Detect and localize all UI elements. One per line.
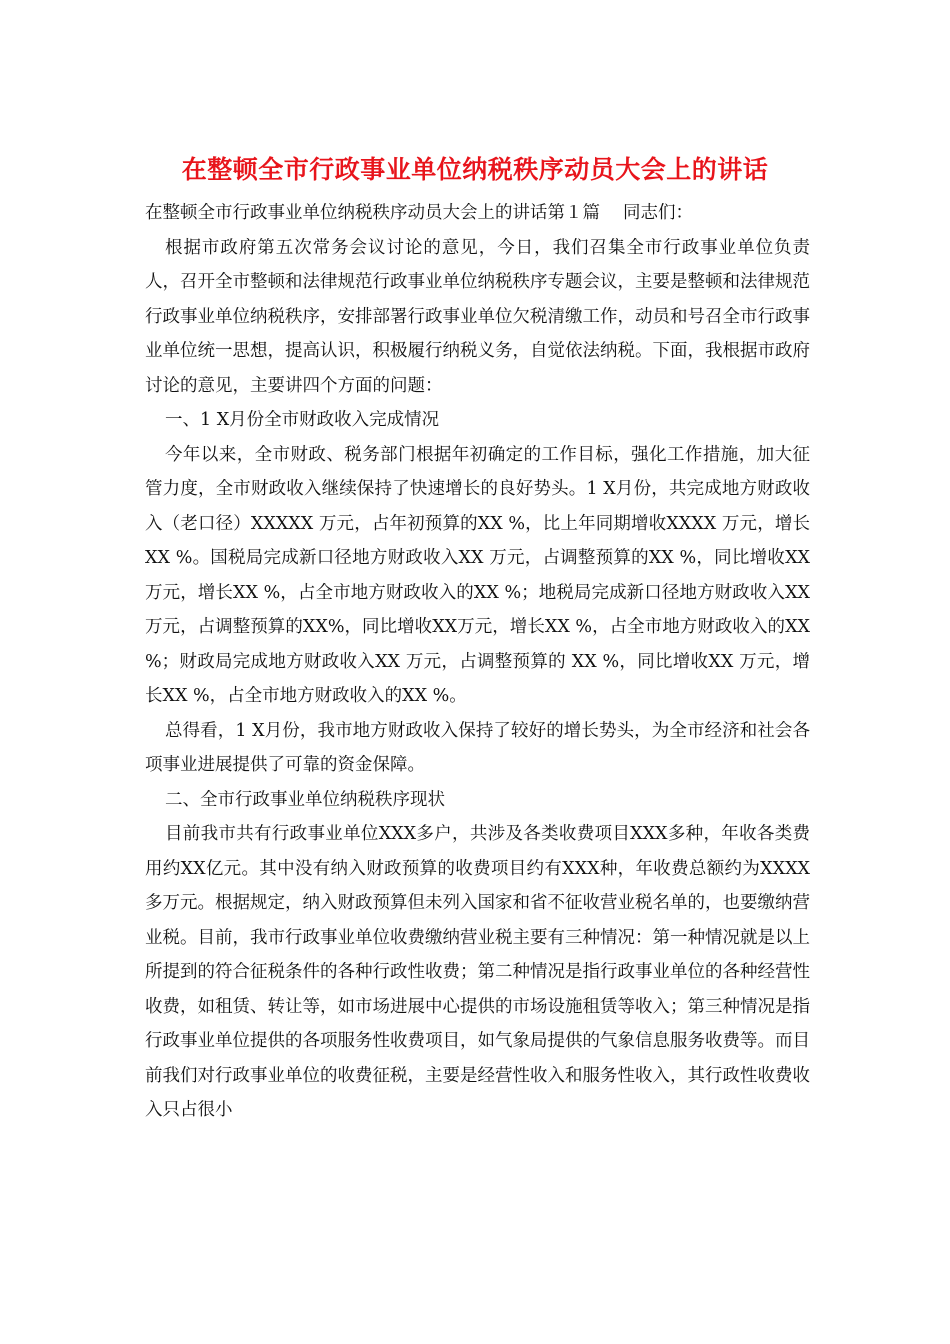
paragraph: 根据市政府第五次常务会议讨论的意见，今日，我们召集全市行政事业单位负责人，召开全市整顿和法律规范行政事业单位纳税秩序专题会议，主要是整顿和法律规范行政事业单位纳税秩序，安排部署行政事业单位欠税清缴工作，动员和号召全市行政事业单位统一思想，提高认识，积极履行纳税义务，自觉依法纳税。下面，我根据市政府讨论的意见，主要讲四个方面的问题：	[145, 237, 810, 396]
section-heading: 一、1 X月份全市财政收入完成情况	[165, 410, 440, 430]
document-body	[145, 196, 810, 1128]
paragraph: 总得看，1 X月份，我市地方财政收入保持了较好的增长势头，为全市经济和社会各项事业进展提供了可靠的资金保障。	[145, 720, 810, 775]
document-title: 在整顿全市行政事业单位纳税秩序动员大会上的讲话	[181, 155, 769, 184]
section-heading: 二、全市行政事业单位纳税秩序现状	[165, 789, 445, 810]
paragraph: 目前我市共有行政事业单位XXX多户，共涉及各类收费项目XXX多种，年收各类费用约XX亿元。其中没有纳入财政预算的收费项目约有XXX种，年收费总额约为XXXX多万元。根据规定，纳入财政预算但未列入国家和省不征收营业税名单的，也要缴纳营业税。目前，我市行政事业单位收费缴纳营业税主要有三种情况：第一种情况就是以上所提到的符合征税条件的各种行政性收费；第二种情况是指行政事业单位的各种经营性收费，如租赁、转让等，如市场进展中心提供的市场设施租赁等收入；第三种情况是指行政事业单位提供的各项服务性收费项目，如气象局提供的气象信息服务收费等。而目前我们对行政事业单位的收费征税，主要是经营性收入和服务性收入，其行政性收费收入只占很小	[145, 824, 810, 1120]
paragraph: 今年以来，全市财政、税务部门根据年初确定的工作目标，强化工作措施，加大征管力度，全市财政收入继续保持了快速增长的良好势头。1 X月份，共完成地方财政收入（老口径）XXXXX 万元，占年初预算的XX %，比上年同期增收XXXX 万元，增长XX %。国税局完成新口径地方财政收入XX 万元，占调整预算的XX %，同比增收XX 万元，增长XX %，占全市地方财政收入的XX %；地税局完成新口径地方财政收入XX万元，占调整预算的XX%，同比增收XX万元，增长XX %，占全市地方财政收入的XX %；财政局完成地方财政收入XX 万元，占调整预算的 XX %，同比增收XX 万元，增长XX %，占全市地方财政收入的XX %。	[145, 444, 810, 706]
opening-line: 在整顿全市行政事业单位纳税秩序动员大会上的讲话第１篇 同志们：	[145, 203, 694, 223]
